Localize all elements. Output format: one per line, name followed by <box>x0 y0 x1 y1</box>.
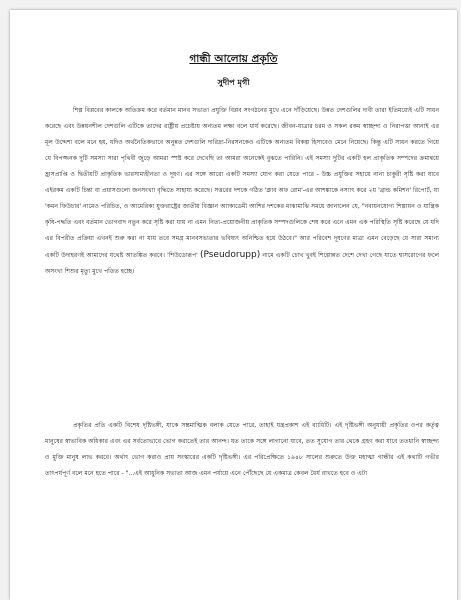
body-paragraph <box>45 103 439 280</box>
author-name: সুদীপ মৃগী <box>217 78 250 87</box>
english-term: (Pseudorupp) <box>199 250 261 260</box>
document-page <box>10 10 457 600</box>
body-paragraph: প্রকৃতির প্রতি একটি বিশেষ দৃষ্টিভঙ্গী, যাকে সম্ভ্রমাত্মিক বলাক যেতে পারে, তাহাই যন্ত্রপ্রকাশ এই ব্যাধিটি। এই দৃষ্টিভঙ্গী অনুযায়ী প্রকৃতির ওপর কর্তৃত্ব মানুষের স্বাভাবিক অধিকার এবং এর সর্বতোভাবে ভোগ করাতেই তার আনন্দ। যত তাকে সঙ্গে লাগানো যাবে, তত সুযোগ তার থেকে গ্রহণ করা যাবে ততধানি স্বাচ্ছন্দ্য ও মুক্তি মানুষ লাভ করবে। অর্থাৎ ভোগ করাও প্রায় সংস্কারের একটি দৃষ্টিভঙ্গী। এর পরিপ্রেক্ষিতে ১৯৪৮ সালের শুরুতে উক্ত মহাত্মা গান্ধীর এই কথাটি গভীর তাৎপর্যপূর্ণ বলে মনে হতে পারে - "...এই আধুনিক সভ্যতা আজ এমন পর্যায়ে এনে পৌঁছেছে যে একমাত্র কেবল ধৈর্য রাখতে হবে ও এটা <box>45 422 439 477</box>
paragraph-text: শিল্প বিপ্লবের কালকে অতিক্রম করে বর্তমান মানব সভ্যতা প্রযুক্তি বিপ্লব সংগঠনের মুখে এনে দাঁড়িয়েছে। উন্নত দেশগুলির দাবী তারা ইতিমধ্যেই এটি সাধন করেছে এবং উন্নয়নশীল দেশগুলি এটিকে তাদের রাষ্ট্রীয় প্রচেষ্টায় অন্যতম লক্ষ্য বলে ধার্য করেছে। জীবন-যাত্রার চরম ও সকল রকম স্বাচ্ছন্দ্য ও নিরাপত্তা আনাই এর মূল উদ্দেশ্য বলে মনে হয়, যদিও অর্থনৈতিকভাবে অনুন্নত দেশগুলি দারিদ্র্য-নিরসনকেও এটিকে অন্যতম বিকল্প হিসাবেও মেনে নিয়েছে। কিন্তু এটি সাধন করতে গিয়ে যে বিপজ্জনক দুটি সমস্যা সারা পৃথিবী জুড়ে আমরা স্পষ্ট করে দেখেছি তা আমরা অনেকেই বুঝতে পারিনি। এই সমস্যা দুটির একটি হল প্রাকৃতিক সম্পদের ক্রমান্বয়ে হ্রাসপ্রাপ্তি ও দ্বিতীয়টি প্রাকৃতিক ভারসাম্যহীনতা ও দূষণ। এর সঙ্গে আরো একটি সমস্যা যোগ করা যেতে পারে - উচ্চ প্রযুক্তির সহায়ে নানা চাকুরী সৃষ্টি করা যাবে এইরকম একটি চিন্তা বা প্রয়াসগুলো জনসংখ্যা বৃদ্ধিতে সাহায্য করেছে। সত্তরের দশকে গঠিত 'ক্লাব অফ রোম'-এর আশঙ্কাকে নস্যাৎ করে ২য় 'ব্রান্ড কমিশন' রিপোর্ট, যা 'কমন ফিউচার' নামেও পরিচিত, ও আমেরিকা যুক্তরাষ্ট্রের জাতীয় বিজ্ঞান অ্যাকাডেমী আশির দশকের মাঝামাঝি সময়ে জানালেন যে, "নবায়নযোগ্য শিল্পায়ন ও যান্ত্রিক কৃষি-পদ্ধতি এবং বর্তমান ভোগবাদ নতুন করে সৃষ্টি করা যায় না এমন নিত্য-প্রয়োজনীয় প্রাকৃতিক সম্পদগুলিকে শেষ করে এনে এমন এক পরিস্থিতি সৃষ্টি করেছে যে যদি এর বিপরীত প্রক্রিয়া এখনই শুরু করা না যায় তবে সমগ্র মানবসভ্যতার ভবিষ্যৎ অনিশ্চিত হয়ে উঠবে।" আর পরিবেশ দূষণের মাত্রা এমন বেড়েছে যে সারা সমান্য একটি উদাহরণই আমাদের যথেষ্ট আতঙ্কিত করবে। 'শিউডোরূপ' <box>45 107 439 259</box>
paragraph-text: নামে একটি চোখ খুবই শিল্পোন্নত দেশে দেখা গেছে যাতে শ্বাসরোগের ফলে অসংখ্য শিশুর মৃত্যু মুখে পতিত হচ্ছে। <box>45 252 439 275</box>
page-title: গান্ধী আলোয় প্রকৃতি <box>189 53 278 65</box>
